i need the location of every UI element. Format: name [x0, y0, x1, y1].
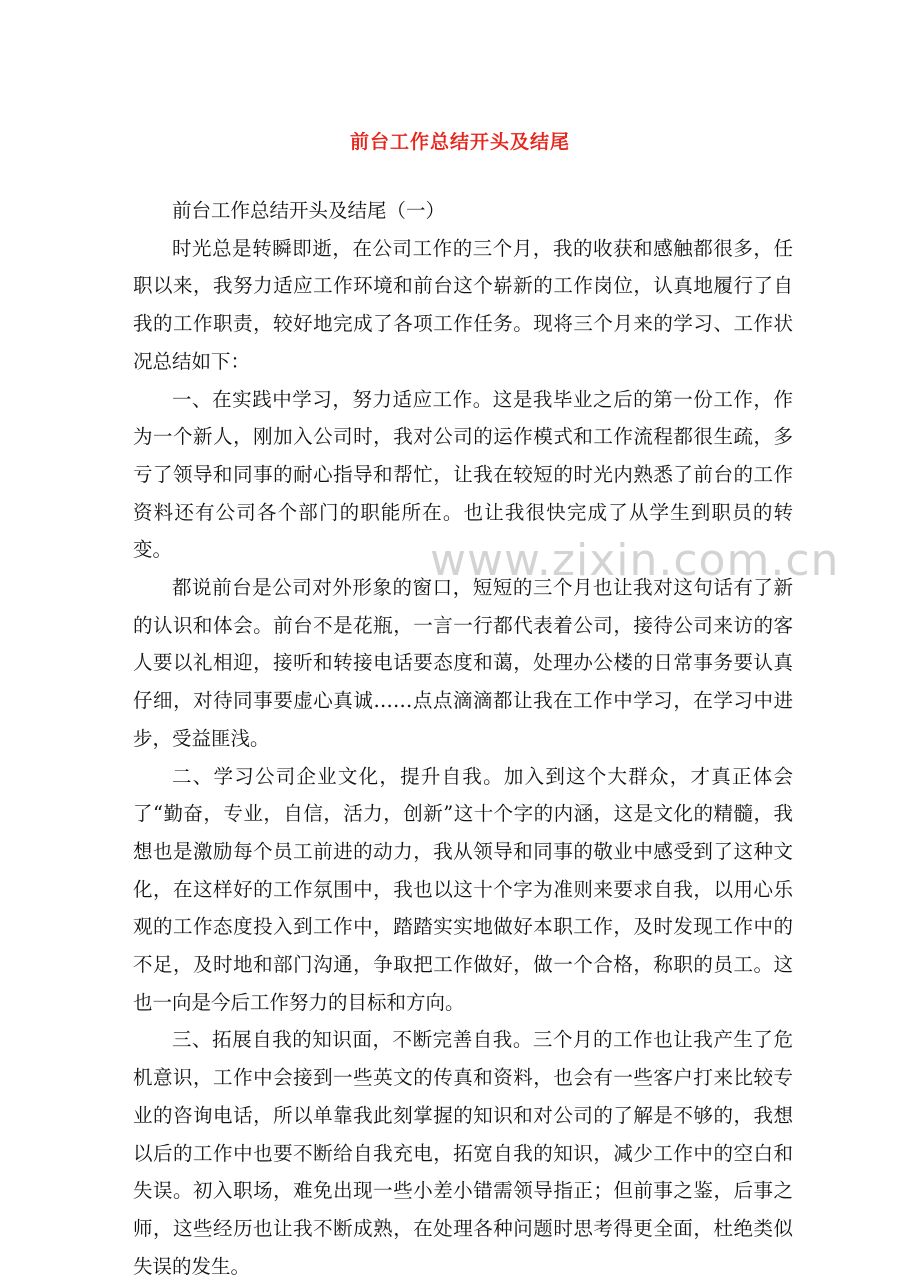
body-paragraph: 二、学习公司企业文化，提升自我。加入到这个大群众，才真正体会了“勤奋，专业，自信，活力，创新”这十个字的内涵，这是文化的精髓，我想也是激励每个员工前进的动力，我从领导和同事的敬业中感受到了这种文化，在这样好的工作氛围中，我也以这十个字为准则来要求自我，以用心乐观的工作态度投入到工作中，踏踏实实地做好本职工作，及时发现工作中的不足，及时地和部门沟通，争取把工作做好，做一个合格，称职的员工。这也一向是今后工作努力的目标和方向。: [133, 764, 793, 1014]
body-paragraph: 三、拓展自我的知识面，不断完善自我。三个月的工作也让我产生了危机意识，工作中会接到一些英文的传真和资料，也会有一些客户打来比较专业的咨询电话，所以单靠我此刻掌握的知识和对公司的了解是不够的，我想以后的工作中也要不断给自我充电，拓宽自我的知识，减少工作中的空白和失误。初入职场，难免出现一些小差小错需领导指正；但前事之鉴，后事之师，这些经历也让我不断成熟，在处理各种问题时思考得更全面，杜绝类似失误的发生。: [133, 1028, 793, 1278]
document-body: [133, 192, 793, 1285]
section-heading: 前台工作总结开头及结尾（一）: [172, 199, 446, 222]
watermark: www.zixin.com.cn: [430, 535, 840, 586]
body-paragraph: 都说前台是公司对外形象的窗口，短短的三个月也让我对这句话有了新的认识和体会。前台不是花瓶，一言一行都代表着公司，接待公司来访的客人要以礼相迎，接听和转接电话要态度和蔼，处理办公楼的日常事务要认真仔细，对待同事要虚心真诚……点点滴滴都让我在工作中学习，在学习中进步，受益匪浅。: [133, 576, 793, 750]
document-title: 前台工作总结开头及结尾: [349, 131, 570, 153]
body-paragraph: 一、在实践中学习，努力适应工作。这是我毕业之后的第一份工作，作为一个新人，刚加入公司时，我对公司的运作模式和工作流程都很生疏，多亏了领导和同事的耐心指导和帮忙，让我在较短的时光内熟悉了前台的工作资料还有公司各个部门的职能所在。也让我很快完成了从学生到职员的转变。: [133, 387, 793, 562]
body-paragraph: 时光总是转瞬即逝，在公司工作的三个月，我的收获和感触都很多，任职以来，我努力适应工作环境和前台这个崭新的工作岗位，认真地履行了自我的工作职责，较好地完成了各项工作任务。现将三个月来的学习、工作状况总结如下：: [133, 236, 793, 373]
